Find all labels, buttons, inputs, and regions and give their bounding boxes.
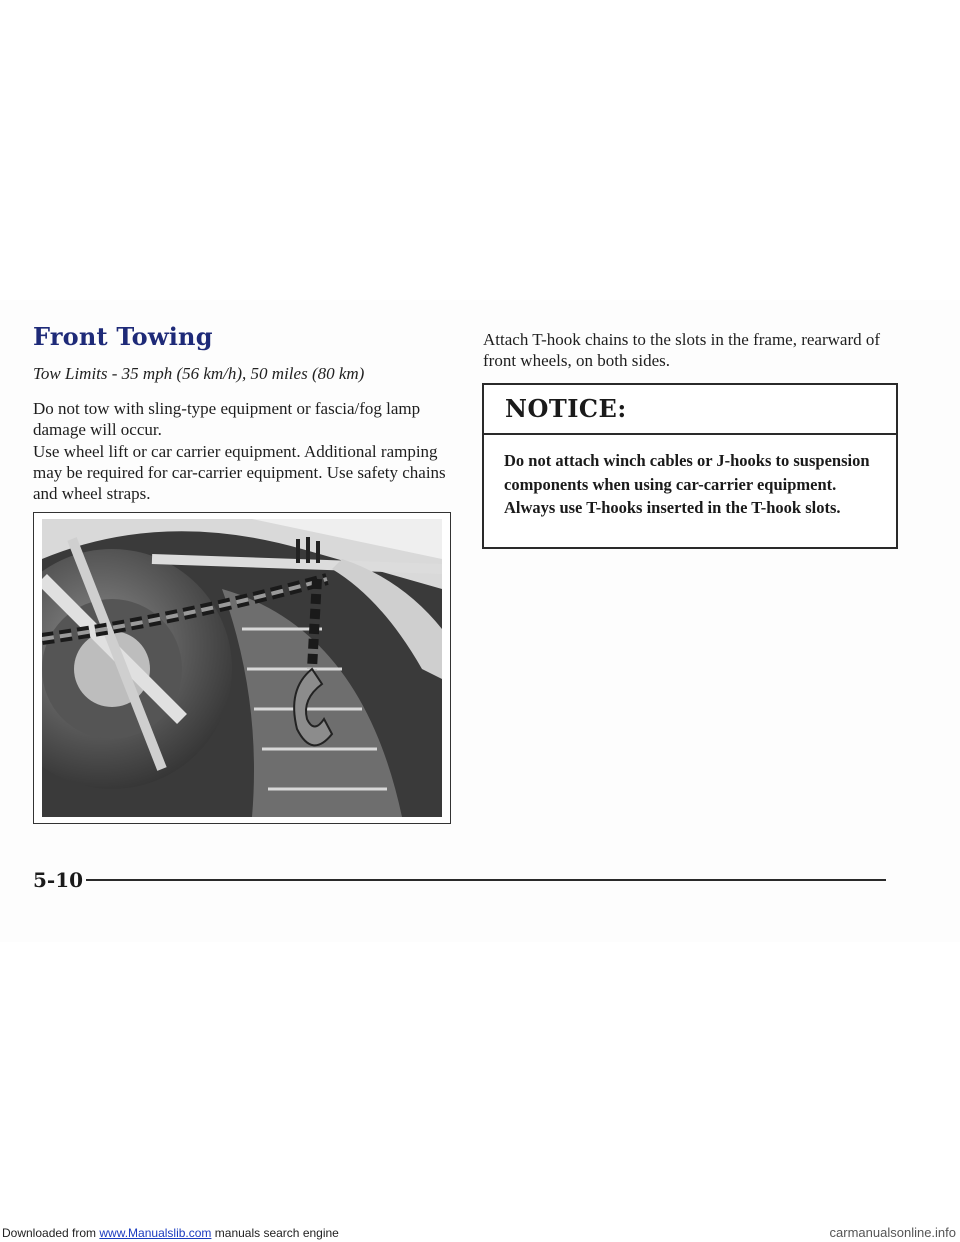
download-prefix: Downloaded from <box>2 1226 100 1240</box>
notice-title: NOTICE: <box>505 394 627 423</box>
tow-limits-subtitle: Tow Limits - 35 mph (56 km/h), 50 miles (80 km) <box>33 364 365 383</box>
towing-illustration <box>33 512 451 824</box>
sling-warning-paragraph: Do not tow with sling-type equipment or fascia/fog lamp damage will occur. <box>33 399 421 439</box>
page-number: 5-10 <box>33 868 84 892</box>
manualslib-link[interactable]: www.Manualslib.com <box>99 1226 212 1240</box>
download-banner <box>0 1225 960 1242</box>
t-hook-chain-illustration-icon <box>42 519 442 817</box>
download-source <box>2 1226 339 1240</box>
notice-box <box>482 383 898 549</box>
notice-body: Do not attach winch cables or J-hooks to suspension components when using car-carrier equipment. Always use T-hooks inserted in the T-hook slots. <box>504 451 870 517</box>
download-suffix: manuals search engine <box>211 1226 339 1240</box>
section-title: Front Towing <box>33 322 213 351</box>
footer-rule <box>86 879 886 881</box>
attach-chains-paragraph: Attach T-hook chains to the slots in the frame, rearward of front wheels, on both sides. <box>483 330 881 370</box>
watermark-text: carmanualsonline.info <box>829 1225 956 1240</box>
equipment-paragraph: Use wheel lift or car carrier equipment. Additional ramping may be required for car-carrier equipment. Use safety chains and wheel straps. <box>33 442 446 503</box>
notice-header <box>484 385 896 435</box>
